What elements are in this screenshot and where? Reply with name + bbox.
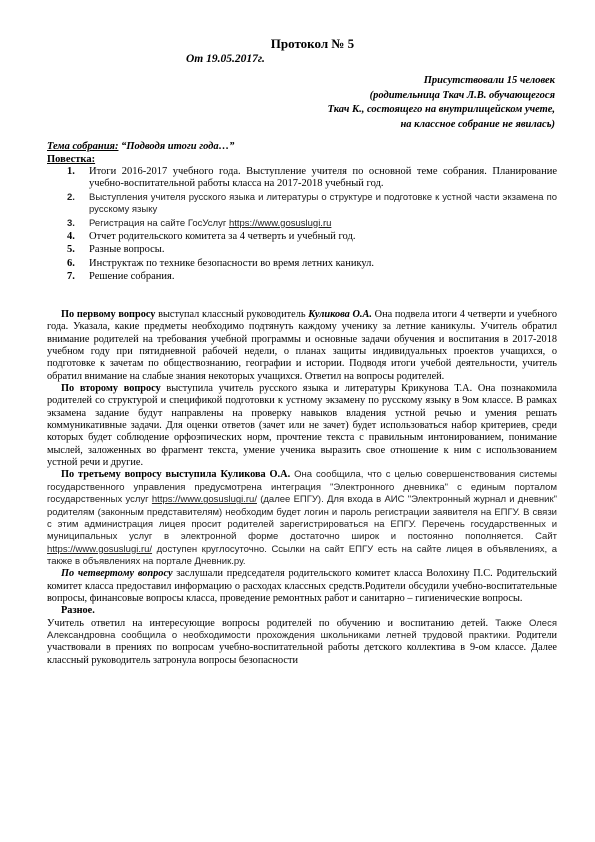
agenda-list <box>47 166 557 285</box>
protocol-date: От 19.05.2017г. <box>186 53 265 65</box>
question-3-text-3: доступен круглосуточно. Ссылки на сайт ЕПГУ есть на сайте лицея в объявлениях, а также в объявлениях на портале Дневник.ру. <box>47 543 557 567</box>
question-2-lead: По второму вопросу <box>61 383 161 395</box>
question-3-text-2: (далее ЕПГУ). Для входа в АИС "Электронный журнал и дневник" родителям (законным представителям) необходим будет логин и пароль регистрации заявителя на ЕПГУ. В связи с этим администрация лицея просит родителей зарегистрироваться на ЕПГУ. Перечень государственных и муниципальных услуг в электронной форме достаточно широк и постоянно пополняется. Сайт <box>47 494 557 543</box>
agenda-item <box>47 244 557 256</box>
attendance-line: на классное собрание не явилась) <box>400 118 555 130</box>
agenda-num: 2. <box>67 191 75 203</box>
question-3-speaker: выступила Куликова О.А. <box>161 469 291 481</box>
gosuslugi-link[interactable]: https://www.gosuslugi.ru/ <box>151 494 257 506</box>
question-4-text: заслушали председателя родительского комитет класса Волохину П.С. Родительский комитет класса предоставил информацию о расходах классных средств.Родители обсудили учебно-воспитательные вопросы, финансовые вопросы класса, проведение ремонтных работ и санитарно – гигиенические вопросы. <box>47 568 557 604</box>
protocol-body <box>47 309 557 667</box>
agenda-text: Итоги 2016-2017 учебного года. Выступление учителя по основной теме собрания. Планирование учебно-воспитательной работы класса на 2017-2018 учебный год. <box>89 166 557 190</box>
agenda-text: Выступления учителя русского языка и литературы о структуре и подготовке к устной части экзамена по русскому языку <box>89 191 557 216</box>
question-1-lead: По первому вопросу <box>61 309 156 320</box>
agenda-item <box>47 271 557 283</box>
agenda-num: 5. <box>67 244 75 256</box>
agenda-text: Разные вопросы. <box>89 244 165 256</box>
question-4-paragraph <box>47 568 557 605</box>
agenda-item <box>47 258 557 270</box>
attendance-block <box>225 74 555 132</box>
agenda-text: Регистрация на сайте ГосУслуг <box>89 217 229 229</box>
topic-value: “Подводя итоги года…” <box>118 141 235 152</box>
misc-paragraph <box>47 618 557 667</box>
agenda-item <box>47 192 557 217</box>
agenda-item <box>47 218 557 230</box>
question-4-lead: По четвертому вопросу <box>61 568 173 580</box>
misc-heading: Разное. <box>61 605 95 617</box>
agenda-num: 4. <box>67 231 75 243</box>
misc-text-1: Учитель ответил на интересующие вопросы родителей по обучению и воспитанию детей. <box>47 617 489 629</box>
agenda-heading: Повестка: <box>47 154 96 165</box>
question-1-speaker: Куликова О.А. <box>308 309 372 320</box>
question-3-lead: По третьему вопросу <box>61 469 162 481</box>
agenda-num: 3. <box>67 217 75 229</box>
misc-text-3: Родители участвовали в прениях по вопросам учебно-воспитательной работы детского коллектива в 9-ом классе. Далее классный руководитель затронула вопросы безопасности <box>47 629 557 666</box>
agenda-text: Отчет родительского комитета за 4 четверть и учебный год. <box>89 231 356 243</box>
agenda-item <box>47 231 557 243</box>
question-3-paragraph <box>47 469 557 568</box>
attendance-line: Присутствовали 15 человек <box>423 75 555 86</box>
agenda-num: 7. <box>67 271 75 283</box>
agenda-text: Решение собрания. <box>89 271 175 283</box>
gosuslugi-link[interactable]: https://www.gosuslugi.ru/ <box>47 543 153 555</box>
misc-text-2: Также Олеся Александровна сообщила о необходимости прохождения школьниками летней трудовой практики. <box>47 617 557 641</box>
question-1-text-b: Она подвела итоги 4 четверти и учебного года. Указала, какие предметы необходимо подтянуть каждому ученику за летние каникулы. Учитель обратил внимание родителей на требования учебной программы и основные задачи обучения и воспитания в 2017-2018 учебном году при пятидневной рабочей недели, о планах защиты индивидуальных проектов учащихся, о подготовке к зачетам по обществознанию, географии и истории. Подводя итоги учебой деятельности, учитель обратил внимание на слабые знания некоторых учащихся. Ответил на вопросы родителей. <box>47 309 557 382</box>
meeting-topic <box>47 141 234 152</box>
agenda-num: 6. <box>67 257 75 269</box>
question-2-text: выступила учитель русского языка и литературы Крикунова Т.А. Она познакомила родителей со структурой и спецификой подготовки к устному экзамену по русскому языку в 9ом классе. В рамках экзамена задание будут направлены на проверку навыков владения устной речью и умения решать коммуникативные задачи. Для оценки ответов (зачет или не зачет) будет использоваться набор критериев, среди которых будет соблюдение орфоэпических норм, прочтение текста с правильным интонированием, понимание мыслей, заложенных во фрагмент текста, умение ученика выразить свое отношение к ним с использованием устной речи и другие. <box>47 383 557 469</box>
agenda-item <box>47 166 557 191</box>
protocol-title: Протокол № 5 <box>270 36 355 51</box>
question-2-paragraph <box>47 383 557 469</box>
gosuslugi-link[interactable]: https://www.gosuslugi.ru <box>228 217 332 229</box>
agenda-text: Инструктаж по технике безопасности во время летних каникул. <box>89 257 375 269</box>
attendance-line: (родительница Ткач Л.В. обучающегося <box>369 89 555 101</box>
attendance-line: Ткач К., состоящего на внутрилицейском учете, <box>327 104 555 115</box>
question-1-paragraph <box>47 309 557 383</box>
question-3-text-1: Она сообщила, что с целью совершенствования системы государственного управления предусмотрена интеграция "Электронного дневника" с единым порталом государственных услуг <box>47 469 557 506</box>
topic-label: Тема собрания: <box>47 141 119 152</box>
question-1-text-a: выступал классный руководитель <box>155 309 309 320</box>
agenda-num: 1. <box>67 166 75 177</box>
